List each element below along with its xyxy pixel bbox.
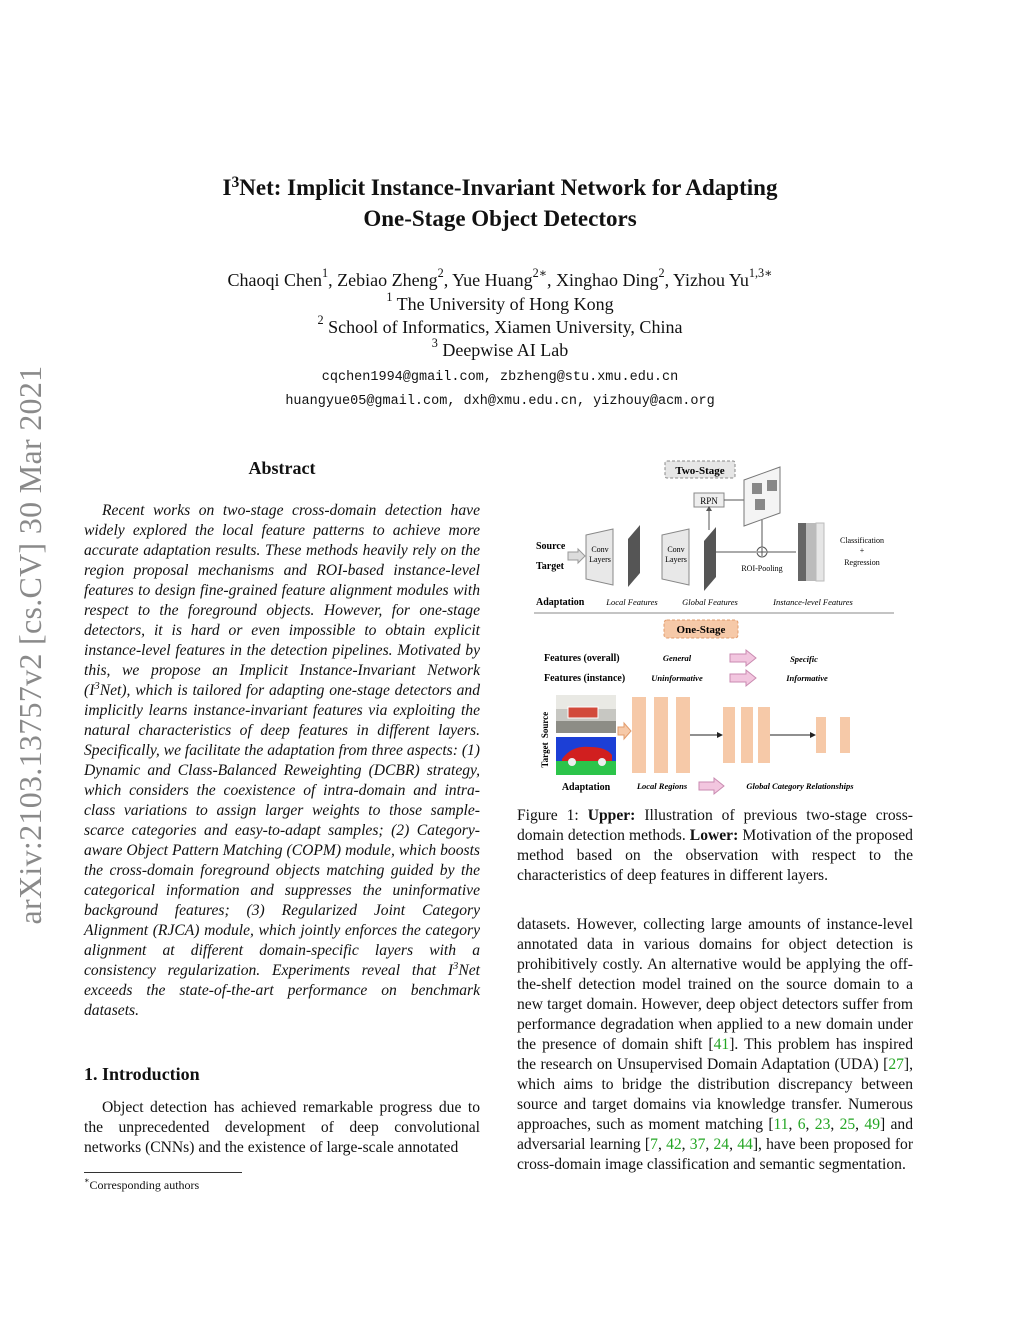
affiliation: $^2$ School of Informatics, Xiamen University, China bbox=[317, 312, 683, 337]
citation-link[interactable]: 41 bbox=[713, 1036, 730, 1053]
proposal-region bbox=[752, 483, 762, 494]
feature-block bbox=[632, 697, 646, 773]
informative-label: Informative bbox=[786, 673, 828, 683]
adaptation-label: Adaptation bbox=[536, 597, 585, 608]
target-label: Target bbox=[536, 561, 564, 572]
proposal-region bbox=[767, 480, 777, 491]
global-features-label: Global Features bbox=[682, 597, 738, 607]
local-feature-map bbox=[628, 525, 640, 587]
target-rotated-label: Target bbox=[540, 742, 550, 768]
local-features-label: Local Features bbox=[606, 597, 658, 607]
intro-paragraph-continued: datasets. However, collecting large amounts of instance-level annotated data in various domains for object detection is prohibitively costly. An alternative would be applying the off-the-shelf detection model trained on the source domain to a new target domain. However, deep object detectors suffer from performance degradation when applied to a new domain under the presence of domain shift [41]. This problem has inspired the research on Unsupervised Domain Adaptation (UDA) [27], which aims to bridge the distribution discrepancy between source and target domains via knowledge transfer. Numerous approaches, such as moment matching [11, 6, 23, 25, 49] and adversarial learning [7, 42, 37, 24, 44], have been proposed for cross-domain image classification and semantic segmentation. bbox=[517, 916, 914, 1173]
citation-link[interactable]: 27 bbox=[888, 1056, 904, 1073]
conv-label: Conv bbox=[667, 545, 685, 554]
rpn-label: RPN bbox=[700, 496, 718, 506]
affiliation: $^1$ The University of Hong Kong bbox=[386, 289, 614, 314]
feature-block bbox=[741, 707, 753, 763]
intro-paragraph: Object detection has achieved remarkable progress due to the unprecedented development of deep convolutional networks (CNNs) and the existence of large-scale annotated bbox=[84, 1099, 480, 1156]
features-instance-label: Features (instance) bbox=[544, 673, 626, 684]
source-car-box bbox=[568, 707, 598, 718]
author-list bbox=[0, 265, 1000, 291]
feature-block bbox=[654, 697, 668, 773]
author: Yizhou $Yu^{1,3∗}$ bbox=[673, 265, 773, 290]
footnote-rule bbox=[84, 1172, 242, 1173]
citation-link[interactable]: 6 bbox=[797, 1116, 806, 1133]
feature-block bbox=[723, 707, 735, 763]
citation-link[interactable]: 49 bbox=[864, 1116, 880, 1133]
abstract-body: Recent works on two-stage cross-domain detection have widely explored the local feature patterns to achieve more accurate adaptation results. These methods heavily rely on the region proposal mechanisms and ROI-based instance-level features to design fine-grained feature alignment modules with respect to the foreground objects. However, for one-stage detectors, it is hard or even impossible to obtain explicit instance-level features in the detection pipelines. Motivated by this, we propose an Implicit Instance-Invariant Network $(I^3Net)$, which is tailored for adapting one-stage detectors and implicitly learns instance-invariant features via exploiting the natural characteristics of deep features in different layers. Specifically, we facilitate the adaptation from three aspects: (1) Dynamic and Class-Balanced Reweighting (DCBR) strategy, which considers the coexistence of intra-domain and intra-class variations to assign larger weights to those sample-scarce categories and easy-to-adapt samples; (2) Category-aware Object Pattern Matching (COPM) module, which boosts the cross-domain foreground objects matching guided by the categorical information and suppresses the uninformative background features; (3) Regularized Joint Category Alignment (RJCA) module, which jointly enforces the category alignment at different domain-specific layers with a consistency regularization. Experiments reveal that $I^3Net$ exceeds the state-of-the-art performance on benchmark datasets. bbox=[84, 502, 480, 1019]
citation-link[interactable]: 24 bbox=[713, 1136, 730, 1153]
global-category-label: Global Category Relationships bbox=[746, 781, 854, 791]
feature-block bbox=[676, 697, 690, 773]
paper-title bbox=[0, 172, 1000, 234]
instance-features-label: Instance-level Features bbox=[773, 597, 853, 607]
section-heading: 1. Introduction bbox=[84, 1064, 200, 1084]
figure-1-diagram bbox=[534, 455, 906, 803]
adaptation-label: Adaptation bbox=[561, 782, 611, 793]
citation-link[interactable]: 23 bbox=[814, 1116, 831, 1133]
feature-block bbox=[758, 707, 770, 763]
citation-link[interactable]: 25 bbox=[839, 1116, 856, 1133]
arxiv-identifier: arXiv:2103.13757v2 [cs.CV] 30 Mar 2021 bbox=[12, 365, 48, 925]
uninformative-label: Uninformative bbox=[651, 673, 703, 683]
figure-caption: Figure 1: Upper: Illustration of previous two-stage cross-domain detection methods. Lower: Motivation of the proposed method based on the observation with respect to the characteristics of deep features in different layers. bbox=[517, 807, 913, 884]
input-arrow bbox=[568, 549, 585, 563]
proposal-map bbox=[744, 467, 780, 526]
one-stage-label: One-Stage bbox=[676, 624, 726, 636]
conv-label: Conv bbox=[591, 545, 609, 554]
instance-feature-bar bbox=[816, 523, 824, 581]
footnote: ∗Corresponding authors bbox=[84, 1176, 200, 1192]
global-feature-map bbox=[704, 527, 716, 591]
title-line-2: One-Stage Object Detectors bbox=[363, 206, 637, 231]
input-arrow bbox=[618, 723, 631, 739]
classification-label: Classification bbox=[840, 536, 884, 545]
source-rotated-label: Source bbox=[540, 711, 550, 739]
roi-pooling-label: ROI-Pooling bbox=[741, 564, 783, 573]
instance-feature-bar bbox=[806, 523, 816, 581]
pink-arrow bbox=[699, 778, 724, 794]
affiliation: $^3$ Deepwise AI Lab bbox=[431, 335, 569, 360]
regression-label: Regression bbox=[844, 558, 880, 567]
citation-link[interactable]: 7 bbox=[650, 1136, 658, 1153]
title-line-1: $I^3Net$: Implicit Instance-Invariant Network for Adapting bbox=[222, 173, 778, 200]
layers-label: Layers bbox=[589, 555, 611, 564]
plus-label: + bbox=[859, 546, 865, 555]
citation-link[interactable]: 37 bbox=[689, 1136, 706, 1153]
author: Xinghao Ding$^2$, bbox=[556, 265, 673, 290]
local-regions-label: Local Regions bbox=[636, 781, 688, 791]
abstract-heading: Abstract bbox=[248, 458, 316, 478]
citation-link[interactable]: 11 bbox=[773, 1116, 789, 1133]
pink-arrow bbox=[730, 670, 756, 686]
email-line: cqchen1994@gmail.com, zbzheng@stu.xmu.edu.cn bbox=[321, 370, 679, 385]
general-label: General bbox=[662, 653, 692, 663]
citation-link[interactable]: 42 bbox=[666, 1136, 682, 1153]
author: Yue Huang$^{2∗}$, bbox=[452, 265, 557, 290]
author: Zebiao Zheng$^2$, bbox=[337, 265, 453, 290]
email-line: huangyue05@gmail.com, dxh@xmu.edu.cn, yizhouy@acm.org bbox=[285, 394, 715, 409]
feature-block bbox=[840, 717, 850, 753]
citation-link[interactable]: 44 bbox=[737, 1136, 753, 1153]
features-overall-label: Features (overall) bbox=[544, 653, 620, 664]
proposal-region bbox=[755, 499, 765, 510]
specific-label: Specific bbox=[790, 654, 818, 664]
source-label: Source bbox=[536, 541, 566, 552]
author: Chaoqi Chen$^1$, bbox=[227, 265, 338, 290]
two-stage-label: Two-Stage bbox=[675, 465, 725, 477]
pink-arrow bbox=[730, 650, 756, 666]
feature-block bbox=[816, 717, 826, 753]
layers-label: Layers bbox=[665, 555, 687, 564]
instance-feature-bar bbox=[798, 523, 806, 581]
